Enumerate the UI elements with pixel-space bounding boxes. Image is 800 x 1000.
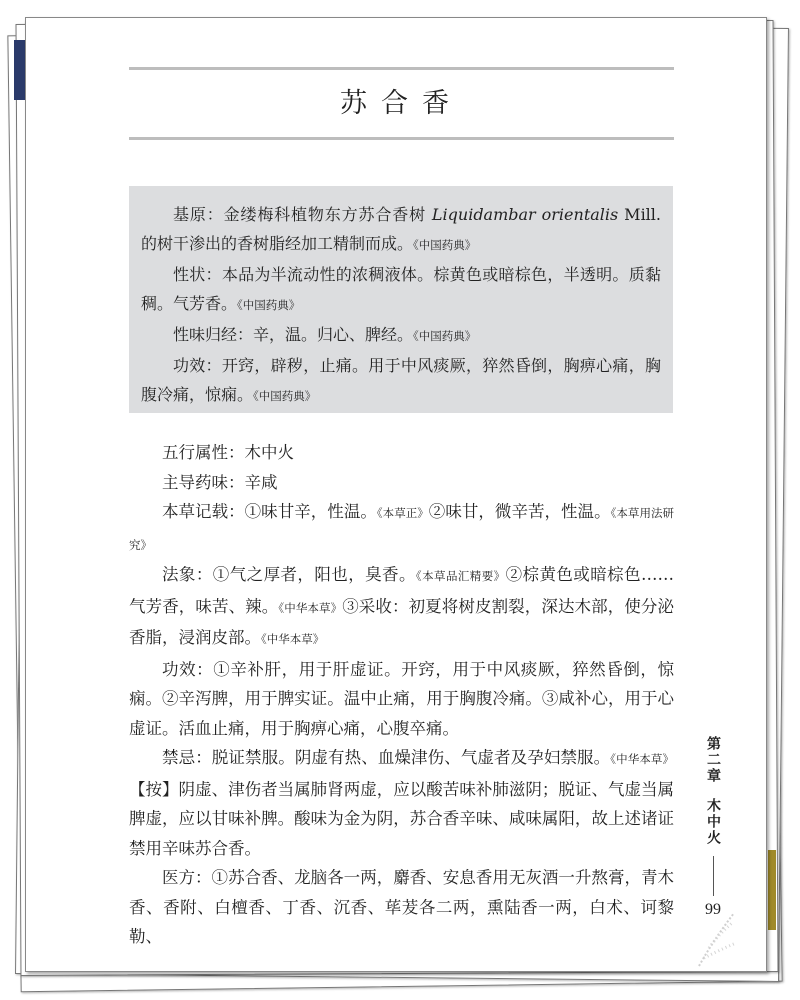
paragraph-text: ②味甘，微辛苦，性温。 [428, 502, 611, 521]
paragraph-text: 本草记载：①味甘辛，性温。 [162, 502, 377, 521]
paragraph-text: 功效：开窍，辟秽，止痛。用于中风痰厥，猝然昏倒，胸痹心痛，胸腹冷痛，惊痫。 [141, 356, 661, 404]
page-title: 苏合香 [340, 88, 463, 119]
paragraph-text: 基原：金缕梅科植物东方苏合香树 [173, 205, 432, 224]
body-paragraph [129, 497, 674, 560]
chapter-label: 第二章 [705, 736, 721, 784]
pharmacopoeia-summary-box [129, 186, 673, 413]
latin-name: Liquidambar orientalis [431, 205, 619, 224]
cover-edge-gold [768, 850, 776, 930]
source-citation: 《本草品汇精要》 [415, 569, 506, 583]
paragraph-text: 五行属性：木中火 [162, 443, 294, 462]
paragraph-text: 【按】阴虚、津伤者当属肺肾两虚，应以酸苦味补肺滋阴；脱证、气虚当属脾虚，应以甘味补脾。酸味为金为阴，苏合香辛味、咸味属阳，故上述诸证禁用辛味苏合香。 [129, 779, 674, 858]
paragraph-text: 法象：①气之厚者，阳也，臭香。 [162, 565, 416, 584]
summary-paragraph [141, 320, 661, 351]
summary-paragraph [141, 260, 661, 320]
body-text [129, 438, 674, 952]
paragraph-text: ③采收：初夏将树皮割裂，深达木部，使分泌香脂，浸润皮部。 [129, 596, 675, 647]
body-paragraph [129, 863, 674, 952]
paragraph-text: ②棕黄色或暗棕色……气芳香，味苦、辣。 [129, 565, 675, 616]
summary-paragraph [141, 351, 661, 411]
plant-ornament-icon [694, 908, 739, 968]
body-paragraph [129, 743, 674, 863]
body-paragraph [129, 438, 674, 468]
page-number: 99 [705, 901, 721, 918]
chapter-sidebar [701, 736, 725, 918]
summary-paragraph [141, 200, 661, 260]
paragraph-text: 禁忌：脱证禁服。阴虚有热、血燥津伤、气虚者及孕妇禁服。 [162, 748, 611, 767]
source-citation: 《中国药典》 [413, 329, 477, 343]
source-citation: 《本草正》 [376, 506, 429, 520]
paragraph-text: 性味归经：辛，温。归心、脾经。 [173, 325, 414, 344]
body-paragraph [129, 468, 674, 498]
source-citation: 《中华本草》 [278, 600, 343, 615]
paragraph-text: 主导药味：辛咸 [162, 472, 278, 492]
paragraph-text: Mill. 的树干渗出的香树脂经加工精制而成。 [141, 205, 662, 253]
book-page [25, 17, 767, 972]
paragraph-text: 性状：本品为半流动性的浓稠液体。棕黄色或暗棕色，半透明。质黏稠。气芳香。 [141, 265, 661, 313]
title-rule-top [129, 67, 674, 70]
source-citation: 《中华本草》 [261, 632, 325, 646]
paragraph-text: 功效：①辛补肝，用于肝虚证。开窍，用于中风痰厥，猝然昏倒，惊痫。②辛泻脾，用于脾实证。温中止痛，用于胸腹冷痛。③咸补心，用于心虚证。活血止痛，用于胸痹心痛，心腹卒痛。 [129, 659, 674, 738]
title-rule-bottom [129, 137, 674, 140]
paragraph-text: 医方：①苏合香、龙脑各一两，麝香、安息香用无灰酒一升熬膏，青木香、香附、白檀香、丁香、沉香、荜茇各二两，熏陆香一两，白术、诃黎勒、 [129, 868, 674, 946]
body-paragraph [129, 655, 674, 744]
body-paragraph [129, 560, 674, 655]
source-citation: 《本草用法研究》 [129, 506, 675, 552]
source-citation: 《中国药典》 [253, 389, 317, 403]
source-citation: 《中国药典》 [413, 238, 477, 252]
sidebar-divider [713, 856, 714, 896]
section-label: 木中火 [705, 798, 721, 846]
source-citation: 《中华本草》 [610, 752, 675, 766]
source-citation: 《中国药典》 [237, 298, 301, 312]
